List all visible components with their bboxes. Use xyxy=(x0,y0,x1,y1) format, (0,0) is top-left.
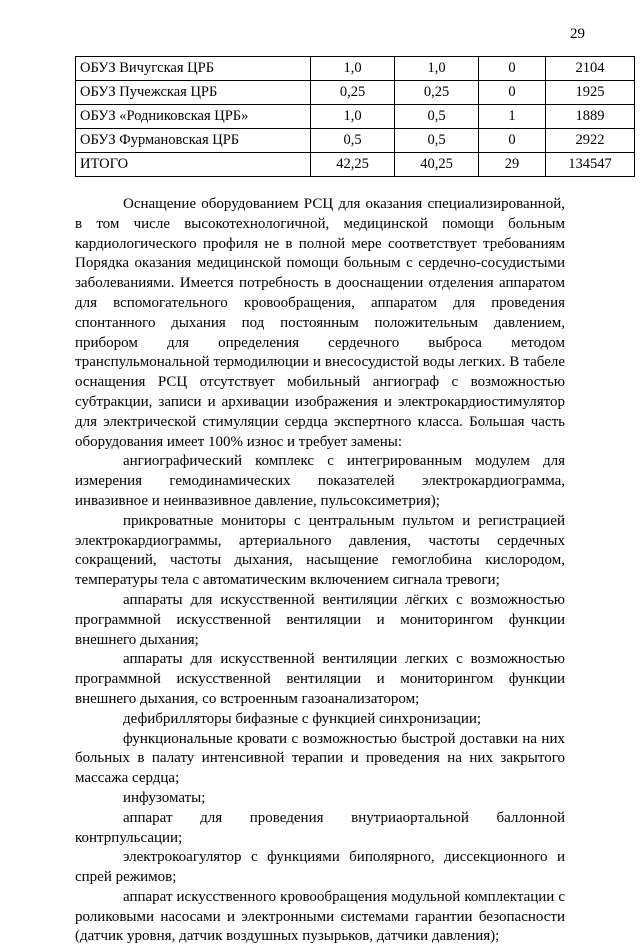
cell-value-1: 1,0 xyxy=(311,57,395,81)
cell-total-1: 42,25 xyxy=(311,153,395,177)
paragraph: аппараты для искусственной вентиляции легких с возможностью программной искусственной вентиляции и мониторингом функции внешнего дыхания, со встроенным газоанализатором; xyxy=(75,651,565,707)
table-row xyxy=(76,105,635,129)
paragraph: инфузоматы; xyxy=(123,789,206,806)
table-row xyxy=(76,129,635,153)
paragraph: Оснащение оборудованием РСЦ для оказания специализированной, в том числе высокотехнологичной, медицинской помощи больным кардиологического профиля не в полной мере соответствует требованиям Порядка оказания медицинской помощи больным с сердечно-сосудистыми заболеваниями. Имеется потребность в дооснащении отделения аппаратом для вспомогательного кровообращения, аппаратом для проведения спонтанного дыхания под постоянным положительным давлением, прибором для определения сердечного выброса методом транспульмональной термодилюции и внесосудистой воды легких. В табеле оснащения РСЦ отсутствует мобильный ангиограф с возможностью субтракции, записи и архивации изображения и электрокардиостимулятор для электрической стимуляции сердца экспертного класса. Большая часть оборудования имеет 100% износ и требует замены: xyxy=(75,196,565,450)
facilities-table xyxy=(75,56,635,177)
page-content xyxy=(75,56,612,947)
table-row-total xyxy=(76,153,635,177)
cell-value-1: 1,0 xyxy=(311,105,395,129)
cell-value-4: 1889 xyxy=(546,105,635,129)
cell-value-2: 0,25 xyxy=(395,81,479,105)
table-row xyxy=(76,81,635,105)
cell-value-2: 0,5 xyxy=(395,105,479,129)
paragraph: прикроватные мониторы с центральным пультом и регистрацией электрокардиограммы, артериального давления, частоты сердечных сокращений, частоты дыхания, насыщение гемоглобина кислородом, температуры тела с автоматическим включением сигнала тревоги; xyxy=(75,512,565,589)
cell-value-2: 1,0 xyxy=(395,57,479,81)
cell-total-3: 29 xyxy=(479,153,546,177)
cell-total-4: 134547 xyxy=(546,153,635,177)
cell-total-label: ИТОГО xyxy=(76,153,311,177)
paragraph: аппараты для искусственной вентиляции лёгких с возможностью программной искусственной вентиляции и мониторингом функции внешнего дыхания; xyxy=(75,591,565,648)
cell-facility-name: ОБУЗ Пучежская ЦРБ xyxy=(76,81,311,105)
cell-value-1: 0,5 xyxy=(311,129,395,153)
cell-value-3: 0 xyxy=(479,129,546,153)
cell-facility-name: ОБУЗ «Родниковская ЦРБ» xyxy=(76,105,311,129)
paragraph: электрокоагулятор с функциями биполярного, диссекционного и спрей режимов; xyxy=(75,849,565,886)
page-number: 29 xyxy=(570,26,585,42)
cell-value-4: 2104 xyxy=(546,57,635,81)
paragraph: дефибрилляторы бифазные с функцией синхронизации; xyxy=(123,710,482,727)
cell-value-2: 0,5 xyxy=(395,129,479,153)
cell-total-2: 40,25 xyxy=(395,153,479,177)
cell-value-3: 1 xyxy=(479,105,546,129)
paragraph: функциональные кровати с возможностью быстрой доставки на них больных в палату интенсивной терапии и проведения на них закрытого массажа сердца; xyxy=(75,730,565,787)
cell-value-1: 0,25 xyxy=(311,81,395,105)
paragraph: аппарат искусственного кровообращения модульной комплектации с роликовыми насосами и электронными системами гарантии безопасности (датчик уровня, датчик воздушных пузырьков, датчики давления); xyxy=(75,888,565,945)
cell-value-3: 0 xyxy=(479,57,546,81)
cell-facility-name: ОБУЗ Вичугская ЦРБ xyxy=(76,57,311,81)
cell-value-3: 0 xyxy=(479,81,546,105)
cell-facility-name: ОБУЗ Фурмановская ЦРБ xyxy=(76,129,311,153)
table-row xyxy=(76,57,635,81)
body-text xyxy=(75,195,565,947)
cell-value-4: 2922 xyxy=(546,129,635,153)
cell-value-4: 1925 xyxy=(546,81,635,105)
paragraph: ангиографический комплекс с интегрированным модулем для измерения гемодинамических показателей электрокардиограмма, инвазивное и неинвазивное давление, пульсоксиметрия); xyxy=(75,453,565,509)
paragraph: аппарат для проведения внутриаортальной баллонной контрпульсации; xyxy=(75,809,565,846)
table-body xyxy=(76,57,635,177)
